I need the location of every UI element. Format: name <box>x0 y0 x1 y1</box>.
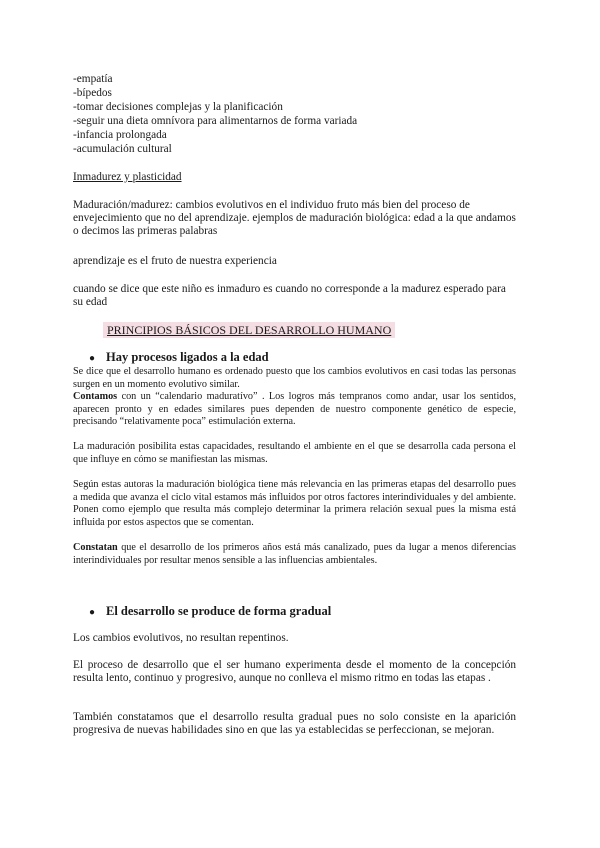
bullet-heading-gradual: El desarrollo se produce de forma gradual <box>106 604 332 618</box>
paragraph: Según estas autoras la maduración biológica tiene más relevancia en las primeras etapas del desarrollo pues a medida que avanza el ciclo vital estamos más influidos por otros factores interindividuales y del ambiente. Ponen como ejemplo que resulta más complejo determinar la primera relación sexual pues la misma está influida por estos aspectos que se comentan. <box>73 479 516 528</box>
section-heading: Inmadurez y plasticidad <box>73 171 182 183</box>
paragraph: La maduración posibilita estas capacidades, resultando el ambiente en el que se desarrolla cada persona el que influye en cómo se manifiestan las mismas. <box>73 441 516 465</box>
bold-term: Contamos <box>73 391 118 402</box>
immaturity-paragraph: cuando se dice que este niño es inmaduro es cuando no corresponde a la madurez esperado para su edad <box>73 283 506 308</box>
maturation-paragraph: Maduración/madurez: cambios evolutivos en el individuo fruto más bien del proceso de envejecimiento que no del aprendizaje. ejemplos de maduración biológica: edad a la que andamos o decimos las primeras palabras <box>73 199 516 237</box>
principles-title: PRINCIPIOS BÁSICOS DEL DESARROLLO HUMANO <box>103 322 395 338</box>
bullet-heading-age: Hay procesos ligados a la edad <box>106 350 269 364</box>
bold-term: Constatan <box>73 542 118 553</box>
list-item: -empatía <box>73 73 113 85</box>
list-item: -tomar decisiones complejas y la planificación <box>73 101 283 113</box>
paragraph: Se dice que el desarrollo humano es ordenado puesto que los cambios evolutivos en casi todas las personas surgen en un momento evolutivo similar. <box>73 366 516 390</box>
paragraph: Contamos con un “calendario maduratívo” . Los logros más tempranos como andar, usar los sentidos, aparecen pronto y en edades similares pues dependen de nuestro componente genético de especie, precisando “relativamente poca” estimulación externa. <box>73 391 516 427</box>
list-item: -acumulación cultural <box>73 143 172 155</box>
list-item: -infancia prolongada <box>73 129 167 141</box>
learning-paragraph: aprendizaje es el fruto de nuestra experiencia <box>73 255 277 267</box>
list-item: -bípedos <box>73 87 112 99</box>
bullet-icon: ● <box>89 353 96 364</box>
bullet-icon: ● <box>89 607 96 618</box>
paragraph: También constatamos que el desarrollo resulta gradual pues no solo consiste en la aparición progresiva de nuevas habilidades sino en que las ya establecidas se perfeccionan, se mejoran. <box>73 711 516 737</box>
paragraph: Constatan que el desarrollo de los primeros años está más canalizado, pues da lugar a menos diferencias interindividuales por resultar menos sensible a las influencias ambientales. <box>73 542 516 566</box>
paragraph: El proceso de desarrollo que el ser humano experimenta desde el momento de la concepción resulta lento, continuo y progresivo, aunque no conlleva el mismo ritmo en todas las etapas . <box>73 659 516 685</box>
paragraph: Los cambios evolutivos, no resultan repentinos. <box>73 632 289 644</box>
list-item: -seguir una dieta omnívora para alimentarnos de forma variada <box>73 115 358 127</box>
